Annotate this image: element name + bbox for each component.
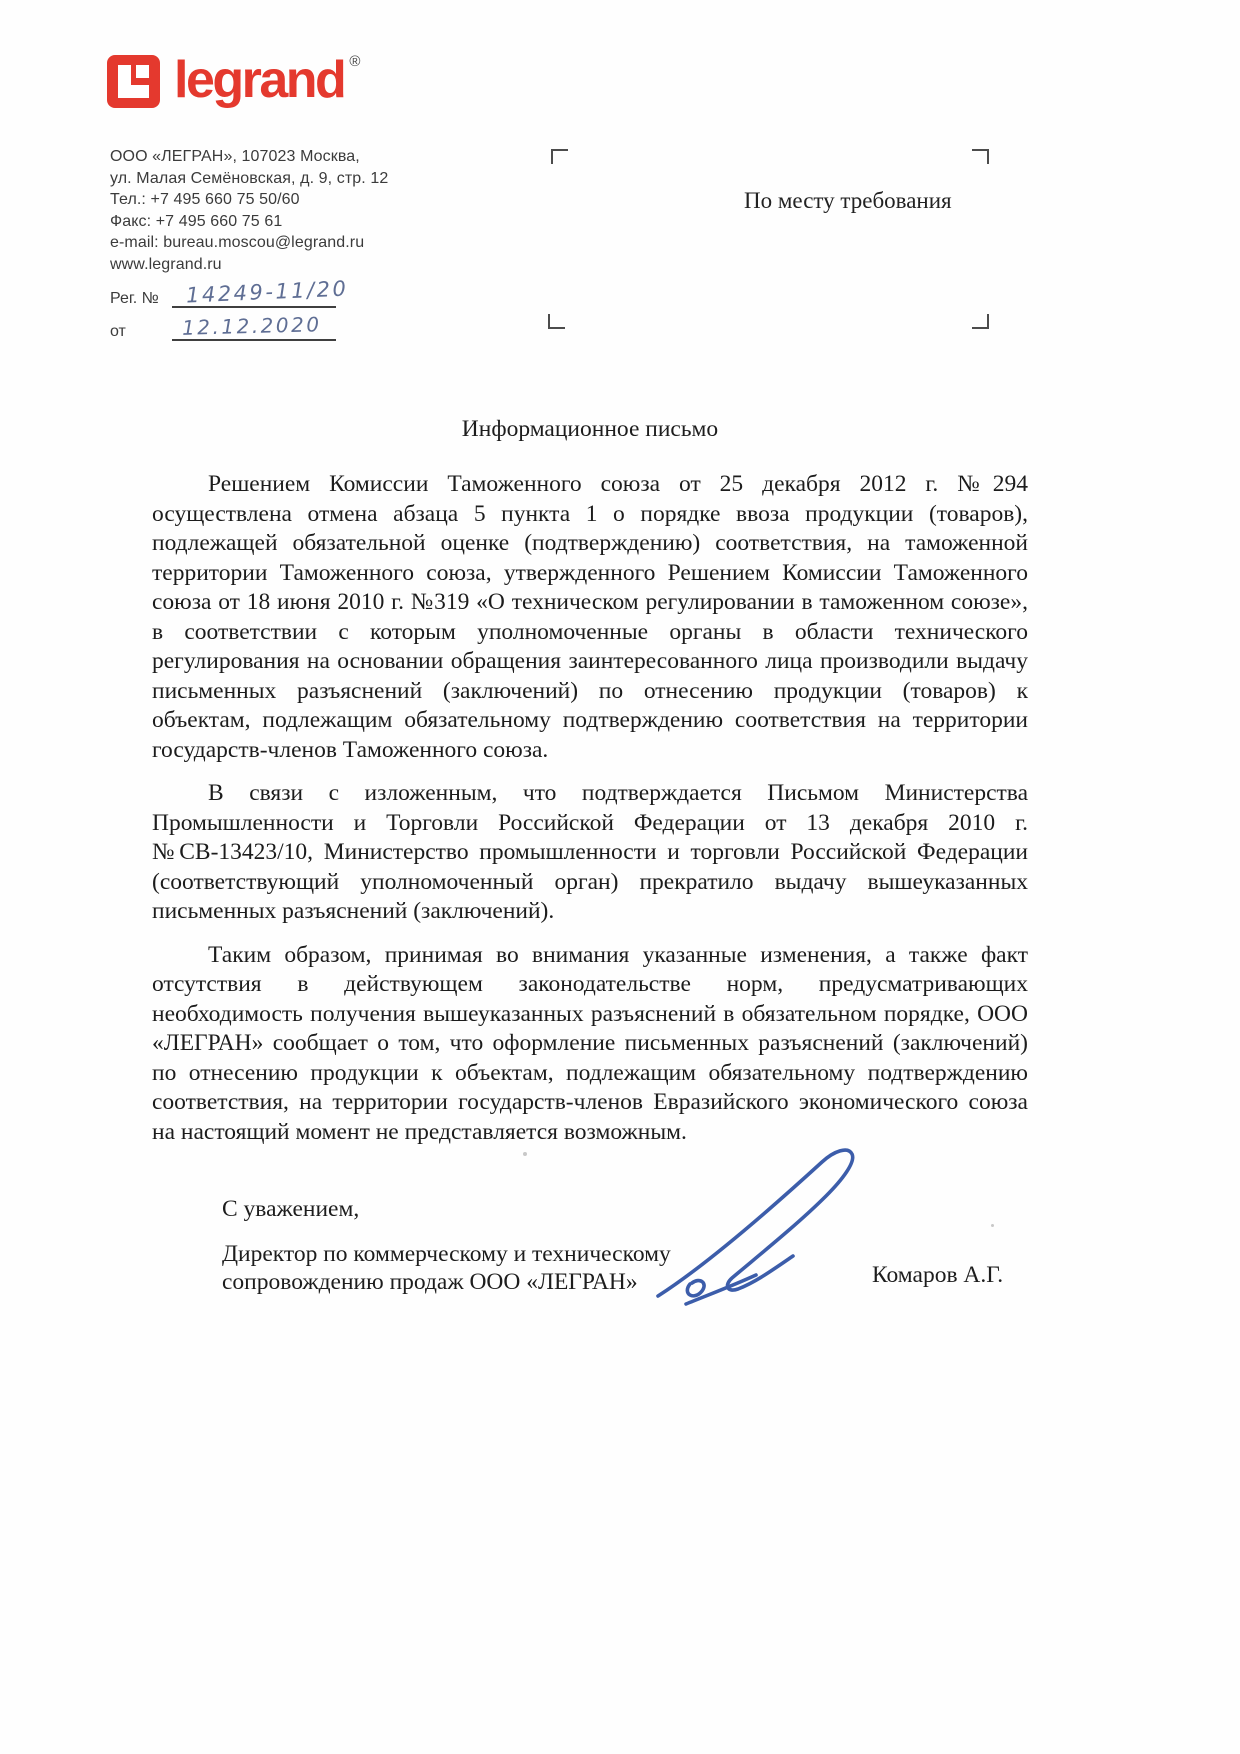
brand-name: legrand — [174, 51, 345, 109]
letter-body — [152, 416, 1028, 1161]
address-window-corner-bottom-right — [972, 314, 989, 329]
company-name-line: ООО «ЛЕГРАН», 107023 Москва, — [110, 148, 360, 165]
signature-handwritten — [628, 1138, 888, 1318]
address-window-corner-bottom-left — [548, 314, 565, 329]
scan-artifact-speck — [991, 1224, 994, 1227]
letter-paragraph-2: В связи с изложенным, что подтверждается Письмом Министерства Промышленности и Торговли Российской Федерации от 13 декабря 2010 г. №СВ-13423/10, Министерство промышленности и торговли Российской Федерации (соответствующий уполномоченный орган) прекратило выдачу вышеуказанных письменных разъяснений (заключений). — [152, 780, 1028, 924]
legrand-logo — [106, 52, 360, 110]
signer-title: Директор по коммерческому и техническому сопровождению продаж ООО «ЛЕГРАН» — [222, 1241, 671, 1295]
registered-trademark-icon: ® — [349, 53, 361, 70]
company-info-block — [110, 146, 388, 275]
recipient-text: По месту требования — [744, 188, 952, 213]
signature-stroke — [658, 1150, 853, 1304]
logo-small-square — [136, 65, 149, 78]
reg-number-underline — [172, 306, 336, 308]
letter-title: Информационное письмо — [461, 416, 719, 442]
legrand-logo-icon — [106, 52, 162, 110]
date-label: от — [110, 323, 126, 340]
address-window-corner-top-left — [551, 149, 568, 164]
logo-square — [107, 55, 160, 108]
signer-name: Комаров А.Г. — [872, 1262, 1004, 1288]
company-email-line: e-mail: bureau.moscou@legrand.ru — [110, 234, 365, 251]
closing-salutation: С уважением, — [222, 1196, 360, 1222]
company-website-line: www.legrand.ru — [110, 255, 222, 273]
address-window-corner-top-right — [972, 149, 989, 164]
company-fax-line: Факс: +7 495 660 75 61 — [110, 212, 283, 230]
date-handwritten: 12.12.2020 — [181, 312, 322, 340]
reg-number-handwritten: 14249-11/20 — [185, 276, 349, 308]
scan-artifact-speck — [523, 1152, 527, 1156]
letter-paragraph-1: Решением Комиссии Таможенного союза от 25 декабря 2012 г. №294 осуществлена отмена абзаца 5 пункта 1 о порядке ввоза продукции (товаров), подлежащей обязательной оценке (подтверждению) соответствия, на таможенной территории Таможенного союза, утвержденного Решением Комиссии Таможенного союза от 18 июня 2010 г. №319 «О техническом регулировании в таможенном союзе», в соответствии с которым уполномоченные органы в области технического регулирования на основании обращения заинтересованного лица производили выдачу письменных разъяснений (заключений) по отнесению продукции (товаров) к объектам, подлежащим обязательному подтверждению соответствия на территории государств-членов Таможенного союза. — [152, 471, 1028, 763]
company-phone-line: Тел.: +7 495 660 75 50/60 — [110, 191, 300, 208]
date-underline — [172, 339, 336, 341]
company-address-line: ул. Малая Семёновская, д. 9, стр. 12 — [110, 169, 389, 187]
reg-number-label: Рег. № — [110, 290, 159, 307]
letter-paragraph-3: Таким образом, принимая во внимания указанные изменения, а также факт отсутствия в действующем законодательстве норм, предусматривающих необходимость получения вышеуказанных разъяснений в обязательном порядке, ООО «ЛЕГРАН» сообщает о том, что оформление письменных разъяснений (заключений) по отнесению продукции к объектам, подлежащим обязательному подтверждению соответствия, на территории государств-членов Евразийского экономического союза на настоящий момент не представляется возможным. — [152, 941, 1028, 1145]
